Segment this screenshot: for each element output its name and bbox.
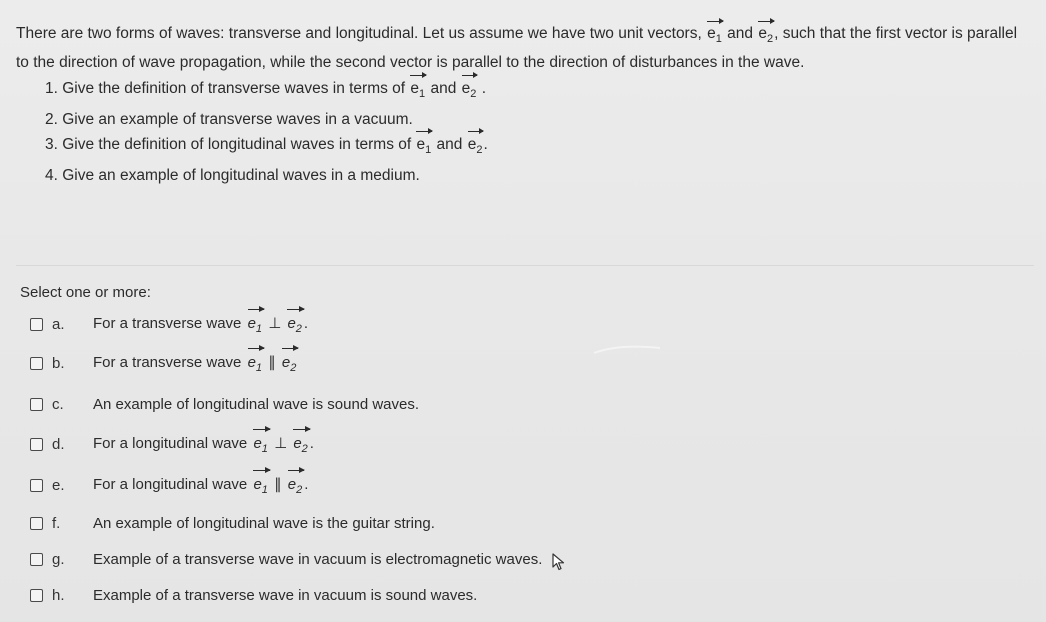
option-g[interactable] bbox=[30, 548, 542, 570]
question-item-4: 4. Give an example of longitudinal waves in a medium. bbox=[45, 167, 420, 185]
vector-e2: $e_2$ bbox=[293, 434, 308, 455]
vector-e2: $e_2$ bbox=[461, 76, 478, 107]
divider bbox=[16, 265, 1034, 266]
option-letter: d. bbox=[52, 435, 65, 453]
option-letter: a. bbox=[52, 315, 65, 333]
option-e[interactable] bbox=[30, 474, 308, 496]
option-c[interactable] bbox=[30, 393, 419, 415]
vector-e1: $e_1$ bbox=[706, 22, 723, 51]
vector-e2: $e_2$ bbox=[757, 22, 774, 51]
option-letter: f. bbox=[52, 514, 61, 532]
vector-e1: $e_1$ bbox=[253, 475, 268, 496]
checkbox-b[interactable] bbox=[30, 357, 43, 370]
option-letter: c. bbox=[52, 395, 64, 413]
option-text: Example of a transverse wave in vacuum is electromagnetic waves. bbox=[93, 550, 543, 568]
checkbox-d[interactable] bbox=[30, 438, 43, 451]
option-text: For a transverse wave $e_1$ ∥ $e_2$ bbox=[93, 353, 297, 374]
option-letter: b. bbox=[52, 354, 65, 372]
checkbox-e[interactable] bbox=[30, 479, 43, 492]
checkbox-f[interactable] bbox=[30, 517, 43, 530]
intro-text-1: There are two forms of waves: transverse and longitudinal. Let us assume we have two unit vectors, bbox=[16, 25, 707, 42]
checkbox-a[interactable] bbox=[30, 318, 43, 331]
vector-e2: $e_2$ bbox=[281, 353, 297, 374]
screen-smudge bbox=[592, 343, 662, 357]
vector-e2: $e_2$ bbox=[287, 475, 303, 496]
vector-e1: $e_1$ bbox=[247, 314, 263, 335]
checkbox-g[interactable] bbox=[30, 553, 43, 566]
option-text: An example of longitudinal wave is sound waves. bbox=[93, 395, 420, 413]
vector-e1: $e_1$ bbox=[247, 353, 263, 374]
option-text: An example of longitudinal wave is the guitar string. bbox=[93, 514, 435, 532]
question-item-2: 2. Give an example of transverse waves in a vacuum. bbox=[45, 111, 413, 129]
option-b[interactable] bbox=[30, 352, 298, 374]
option-text: For a transverse wave $e_1$ ⊥ $e_2$ . bbox=[93, 314, 309, 335]
option-h[interactable] bbox=[30, 584, 477, 606]
question-intro bbox=[16, 22, 1031, 75]
select-label: Select one or more: bbox=[20, 284, 151, 301]
mouse-pointer-icon bbox=[552, 553, 566, 571]
vector-e2: $e_2$ bbox=[287, 314, 302, 335]
question-list bbox=[45, 76, 488, 188]
question-item-3: 3. Give the definition of longitudinal waves in terms of $e_1$ and $e_2$. bbox=[45, 132, 488, 163]
checkbox-h[interactable] bbox=[30, 589, 43, 602]
option-letter: h. bbox=[52, 586, 65, 604]
intro-text-2: , such that the first vector is parallel to the direction of wave propagation, while the second vector is parallel to the direction of disturbances in the wave. bbox=[16, 25, 1018, 72]
option-text: For a longitudinal wave $e_1$ ∥ $e_2$ . bbox=[93, 475, 309, 496]
checkbox-c[interactable] bbox=[30, 398, 43, 411]
vector-e1: $e_1$ bbox=[409, 76, 426, 107]
option-a[interactable] bbox=[30, 313, 308, 335]
intro-and: and bbox=[722, 25, 758, 42]
option-letter: e. bbox=[52, 476, 65, 494]
option-text: Example of a transverse wave in vacuum is sound waves. bbox=[93, 586, 478, 604]
option-letter: g. bbox=[52, 550, 65, 568]
option-text: For a longitudinal wave $e_1$ ⊥ $e_2$ . bbox=[93, 434, 314, 455]
vector-e1: $e_1$ bbox=[253, 434, 268, 455]
vector-e1: $e_1$ bbox=[415, 132, 432, 163]
option-f[interactable] bbox=[30, 512, 435, 534]
question-item-1: 1. Give the definition of transverse waves in terms of $e_1$ and $e_2$ . bbox=[45, 76, 488, 107]
vector-e2: $e_2$ bbox=[467, 132, 484, 163]
option-d[interactable] bbox=[30, 433, 314, 455]
